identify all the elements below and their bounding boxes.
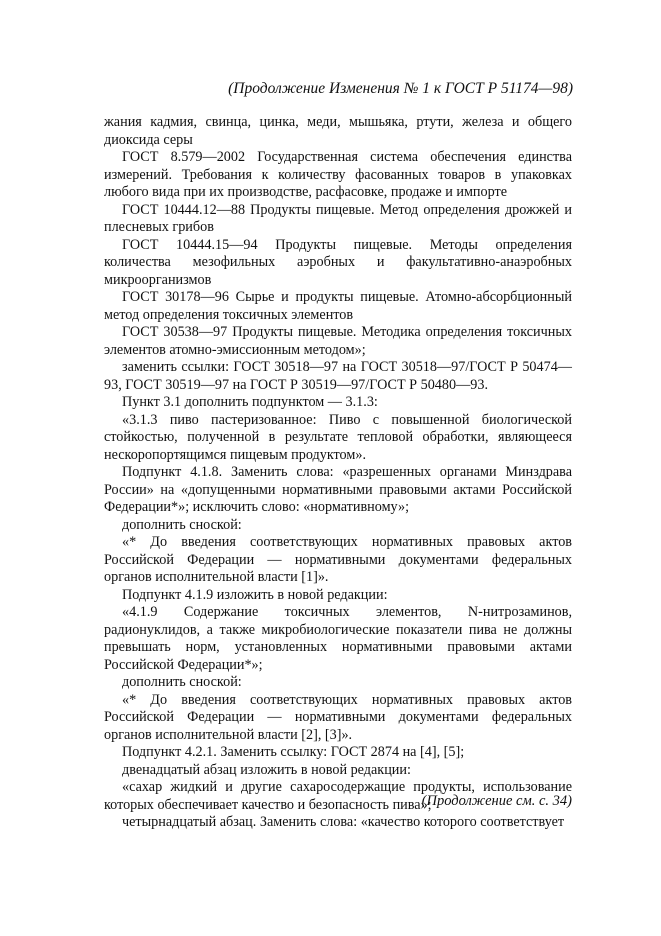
paragraph: четырнадцатый абзац. Заменить слова: «качество которого соответствует xyxy=(122,814,565,830)
paragraph: ГОСТ 8.579—2002 Государственная система обеспечения единства измерений. Требования к количеству фасованных товаров в упаковках любого вида при их производстве, расфасовке, продаже и импорте xyxy=(104,149,572,200)
paragraph: Подпункт 4.2.1. Заменить ссылку: ГОСТ 2874 на [4], [5]; xyxy=(122,744,465,760)
paragraph: «* До введения соответствующих нормативных правовых актов Российской Федерации — нормативными документами федеральных органов исполнительной власти [2], [3]». xyxy=(104,691,572,743)
page-header: (Продолжение Изменения № 1 к ГОСТ Р 51174—98) xyxy=(228,80,573,97)
paragraph: дополнить сноской: xyxy=(122,516,242,533)
paragraph: ГОСТ 10444.15—94 Продукты пищевые. Методы определения количества мезофильных аэробных и факультативно-анаэробных микроорганизмов xyxy=(104,236,572,288)
paragraph: Подпункт 4.1.8. Заменить слова: «разрешенных органами Минздрава России» на «допущенными нормативными правовыми актами Российской Федерации*»; исключить слово: «нормативному»; xyxy=(104,464,572,515)
paragraph: жания кадмия, свинца, цинка, меди, мышьяка, ртути, железа и общего диоксида серы xyxy=(104,114,572,148)
paragraph: «4.1.9 Содержание токсичных элементов, N-нитрозаминов, радионуклидов, а также микробиологические показатели пива не должны превышать норм, установленных нормативными правовыми актами Российской Федерации*»; xyxy=(104,604,572,673)
document-body xyxy=(104,114,572,832)
paragraph: ГОСТ 30538—97 Продукты пищевые. Методика определения токсичных элементов атомно-эмиссионным методом»; xyxy=(104,324,572,358)
paragraph: «3.1.3 пиво пастеризованное: Пиво с повышенной биологической стойкостью, полученной в результате тепловой обработки, являющееся нескоропортящимся пищевым продуктом». xyxy=(104,411,572,463)
paragraph: дополнить сноской: xyxy=(122,674,242,690)
paragraph: ГОСТ 30178—96 Сырье и продукты пищевые. Атомно-абсорбционный метод определения токсичных элементов xyxy=(104,289,572,323)
paragraph: Пункт 3.1 дополнить подпунктом — 3.1.3: xyxy=(122,394,378,410)
paragraph: заменить ссылки: ГОСТ 30518—97 на ГОСТ 30518—97/ГОСТ Р 50474—93, ГОСТ 30519—97 на ГОСТ Р 30519—97/ГОСТ Р 50480—93. xyxy=(104,359,572,393)
page-footer: (Продолжение см. с. 34) xyxy=(421,793,572,809)
paragraph: «сахар жидкий и другие сахаросодержащие продукты, использование которых обеспечивает качество и безопасность пива»; xyxy=(104,779,572,813)
paragraph: двенадцатый абзац изложить в новой редакции: xyxy=(122,761,411,778)
paragraph: ГОСТ 10444.12—88 Продукты пищевые. Метод определения дрожжей и плесневых грибов xyxy=(104,201,572,235)
paragraph: «* До введения соответствующих нормативных правовых актов Российской Федерации — нормативными документами федеральных органов исполнительной власти [1]». xyxy=(104,534,572,585)
paragraph: Подпункт 4.1.9 изложить в новой редакции: xyxy=(122,586,388,603)
